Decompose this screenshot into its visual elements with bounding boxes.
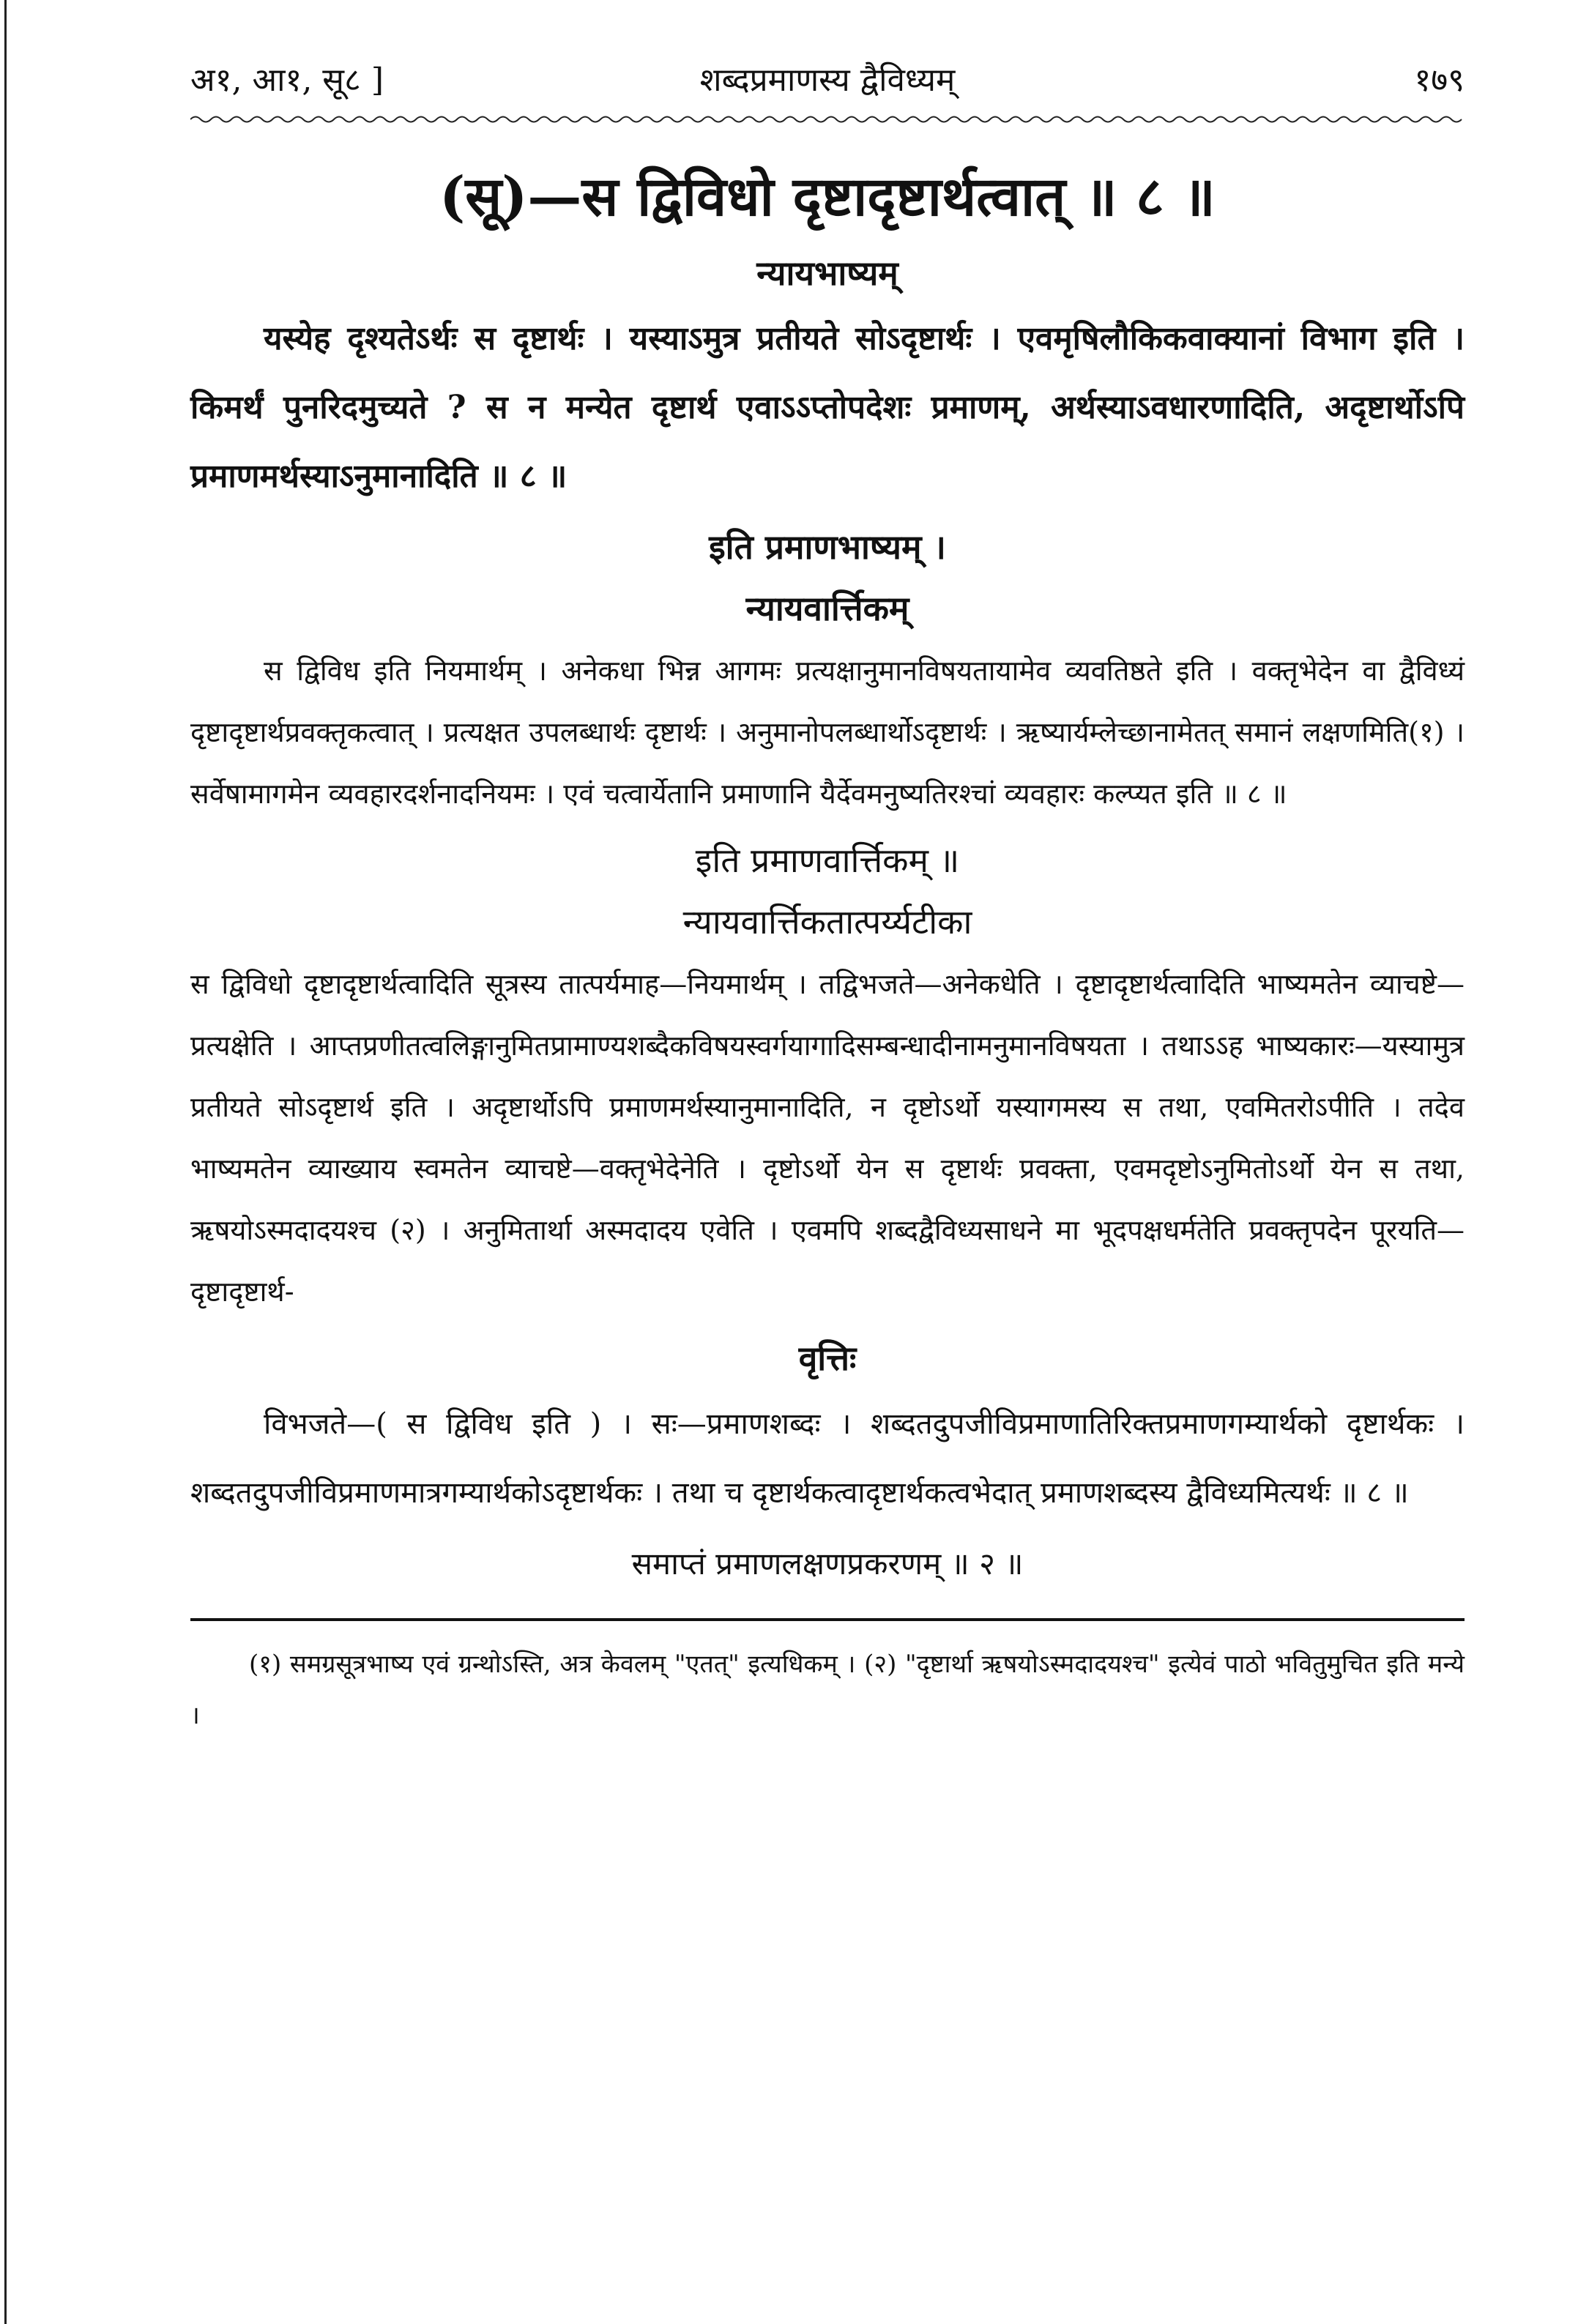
header-title: शब्दप्रमाणस्य द्वैविध्यम् [699,62,956,99]
vartika-text: स द्विविध इति नियमार्थम् । अनेकधा भिन्न आगमः प्रत्यक्षानुमानविषयतायामेव व्यवतिष्ठते इति । वक्तृभेदेन वा द्वैविध्यं दृष्टादृष्टार्थप्रवक्तृकत्वात् । प्रत्यक्षत उपलब्धार्थः दृष्टार्थः । अनुमानोपलब्धार्थोऽदृष्टार्थः । ऋष्यार्यम्लेच्छानामेतत् समानं लक्षणमिति(१) । सर्वेषामागमेन व्यवहारदर्शनादनियमः । एवं चत्वार्येतानि प्रमाणानि यैर्देवमनुष्यतिरश्चां व्यवहारः कल्प्यत इति ॥ ८ ॥ [190,655,1465,810]
page-number: १७९ [1414,62,1465,99]
sutra-line: (सू)—स द्विविधो दृष्टादृष्टार्थत्वात् ॥ ८ ॥ [439,165,1216,228]
page [190,51,1465,1741]
section-heading-vartika: न्यायवार्त्तिकम् [745,589,909,628]
header-reference: अ१, आ१, सू८ ] [190,62,384,99]
section-heading-vritti: वृत्तिः [798,1338,857,1378]
section-heading-bhashya: न्यायभाष्यम् [756,253,898,293]
tika-text: स द्विविधो दृष्टादृष्टार्थत्वादिति सूत्रस्य तात्पर्यमाह—नियमार्थम् । तद्विभजते—अनेकधेति । दृष्टादृष्टार्थत्वादिति भाष्यमतेन व्याचष्टे—प्रत्यक्षेति । आप्तप्रणीतत्वलिङ्गानुमितप्रामाण्यशब्दैकविषयस्वर्गयागादिसम्बन्धादीनामनुमानविषयता । तथाऽऽह भाष्यकारः—यस्यामुत्र प्रतीयते सोऽदृष्टार्थ इति । अदृष्टार्थोऽपि प्रमाणमर्थस्यानुमानादिति, न दृष्टोऽर्थो यस्यागमस्य स तथा, एवमितरोऽपीति । तदेव भाष्यमतेन व्याख्याय स्वमतेन व्याचष्टे—वक्तृभेदेनेति । दृष्टोऽर्थो येन स दृष्टार्थः प्रवक्ता, एवमदृष्टोऽनुमितोऽर्थो येन स तथा, ऋषयोऽस्मदादयश्च (२) । अनुमितार्था अस्मदादय एवेति । एवमपि शब्दद्वैविध्यसाधने मा भूदपक्षधर्मतेति प्रवक्तृपदेन पूरयति—दृष्टादृष्टार्थ- [190,968,1465,1308]
prakarana-end-line: समाप्तं प्रमाणलक्षणप्रकरणम् ॥ २ ॥ [631,1546,1024,1582]
bhashya-end-line: इति प्रमाणभाष्यम् । [709,527,946,567]
page-edge-line [4,0,7,2324]
footnotes: (१) समग्रसूत्रभाष्य एवं ग्रन्थोऽस्ति, अत्र केवलम् "एतत्" इत्यधिकम् । (२) "दृष्टार्था ऋषयोऽस्मदादयश्च" इत्येवं पाठो भवितुमुचित इति मन्ये । [190,1650,1465,1730]
footnote-rule [190,1618,1465,1621]
vritti-text: विभजते—( स द्विविध इति ) । सः—प्रमाणशब्दः । शब्दतदुपजीविप्रमाणातिरिक्तप्रमाणगम्यार्थको दृष्टार्थकः । शब्दतदुपजीविप्रमाणमात्रगम्यार्थकोऽदृष्टार्थकः । तथा च दृष्टार्थकत्वादृष्टार्थकत्वभेदात् प्रमाणशब्दस्य द्वैविध्यमित्यर्थः ॥ ८ ॥ [190,1407,1465,1510]
section-heading-tika: न्यायवार्त्तिकतात्पर्य्यटीका [682,902,972,942]
bhashya-text: यस्येह दृश्यतेऽर्थः स दृष्टार्थः । यस्याऽमुत्र प्रतीयते सोऽदृष्टार्थः । एवमृषिलौकिकवाक्यानां विभाग इति । किमर्थं पुनरिदमुच्यते ? स न मन्येत दृष्टार्थ एवाऽऽप्तोपदेशः प्रमाणम्, अर्थस्याऽवधारणादिति, अदृष्टार्थोऽपि प्रमाणमर्थस्याऽनुमानादिति ॥ ८ ॥ [190,320,1465,495]
vartika-end-line: इति प्रमाणवार्त्तिकम् ॥ [695,841,960,880]
wavy-divider [190,114,1465,124]
running-header [190,51,1465,110]
